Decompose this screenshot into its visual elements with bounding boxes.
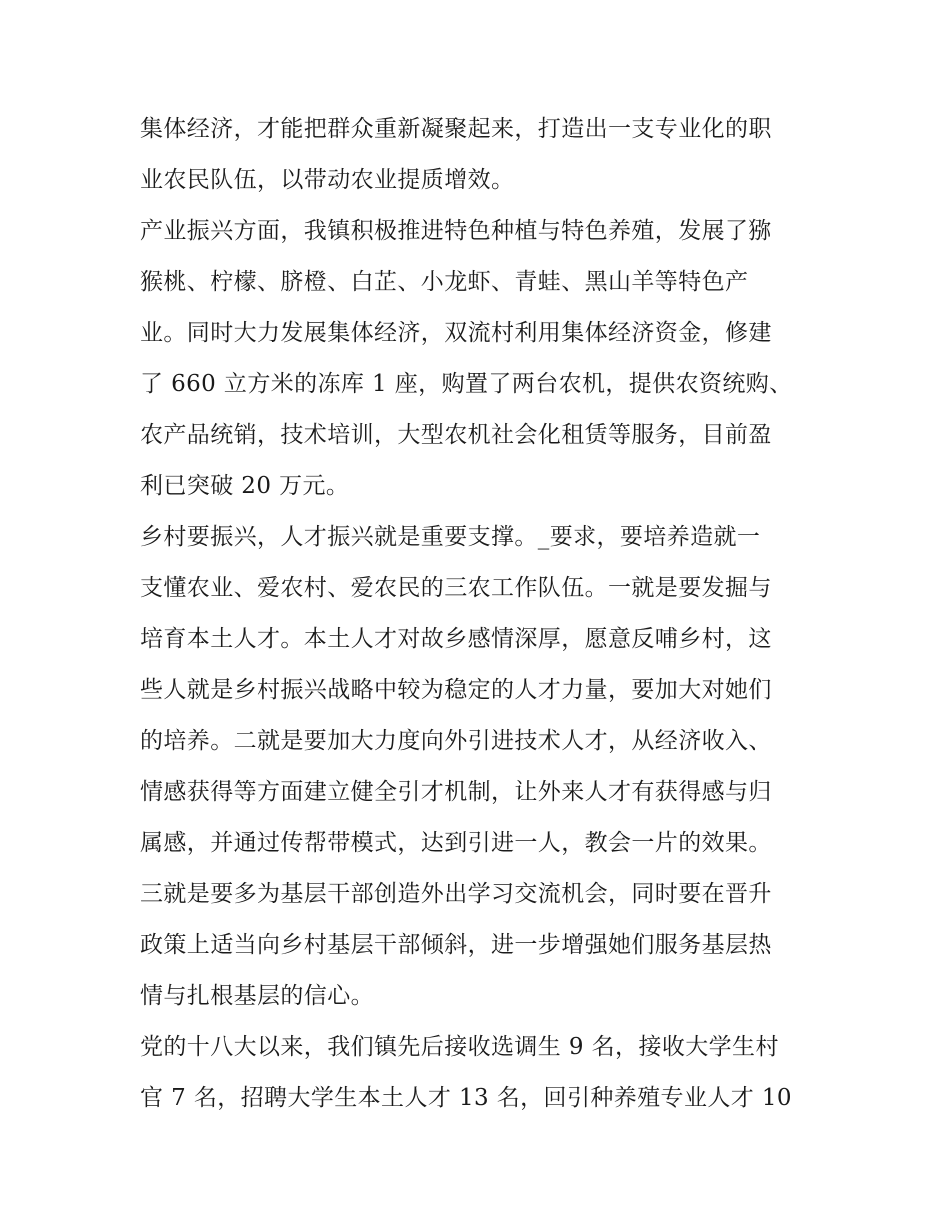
text-line: 农产品统销，技术培训，大型农机社会化租赁等服务，目前盈 [140, 422, 772, 448]
text-line: 三就是要多为基层干部创造外出学习交流机会，同时要在晋升 [140, 881, 772, 907]
text-line: 的培养。二就是要加大力度向外引进技术人才，从经济收入、 [140, 728, 772, 754]
text-line: 党的十八大以来，我们镇先后接收选调生 9 名，接收大学生村 [140, 1034, 779, 1060]
text-line: 利已突破 20 万元。 [140, 473, 350, 499]
text-line: 属感，并通过传帮带模式，达到引进一人，教会一片的效果。 [140, 830, 772, 856]
text-line: 情与扎根基层的信心。 [140, 983, 374, 1009]
text-line: 政策上适当向乡村基层干部倾斜，进一步增强她们服务基层热 [140, 932, 772, 958]
text-line: 猴桃、柠檬、脐橙、白芷、小龙虾、青蛙、黑山羊等特色产 [140, 269, 749, 295]
text-line: 情感获得等方面建立健全引才机制，让外来人才有获得感与归 [140, 779, 772, 805]
document-body [140, 104, 820, 1124]
text-line: 培育本土人才。本土人才对故乡感情深厚，愿意反哺乡村，这 [140, 626, 772, 652]
text-line: 官 7 名，招聘大学生本土人才 13 名，回引种养殖专业人才 10 [140, 1085, 792, 1111]
text-line: 了 660 立方米的冻库 1 座，购置了两台农机，提供农资统购、 [140, 371, 793, 397]
text-line: 集体经济，才能把群众重新凝聚起来，打造出一支专业化的职 [140, 116, 772, 142]
text-line: 产业振兴方面，我镇积极推进特色种植与特色养殖，发展了猕 [140, 218, 772, 244]
text-line: 些人就是乡村振兴战略中较为稳定的人才力量，要加大对她们 [140, 677, 772, 703]
text-line: 业。同时大力发展集体经济，双流村利用集体经济资金，修建 [140, 320, 772, 346]
text-line: 业农民队伍，以带动农业提质增效。 [140, 167, 515, 193]
text-line: 支懂农业、爱农村、爱农民的三农工作队伍。一就是要发掘与 [140, 575, 772, 601]
text-line: 乡村要振兴，人才振兴就是重要支撑。_要求，要培养造就一 [140, 524, 761, 550]
